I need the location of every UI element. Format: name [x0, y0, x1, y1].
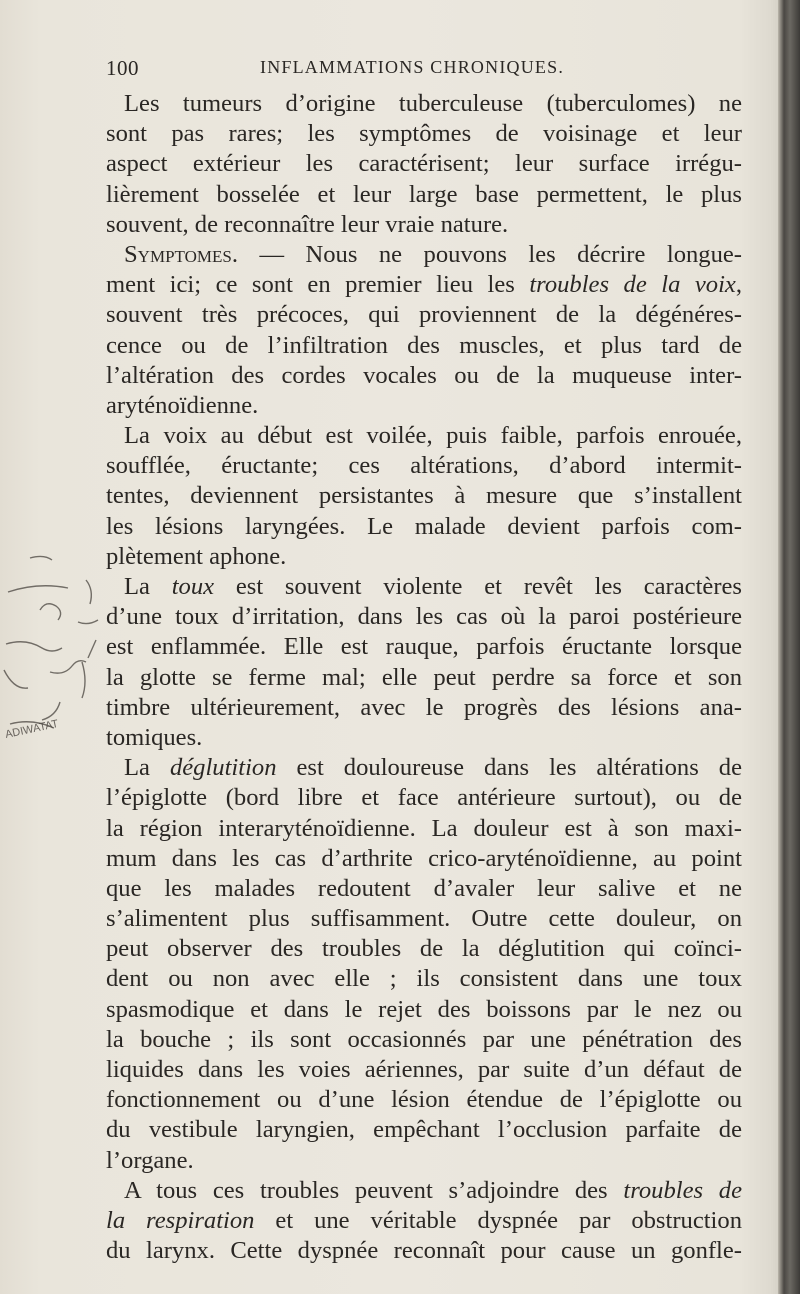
text-line-rest: — Nous ne pouvons les décrire longue-	[237, 240, 742, 268]
text-line: dent ou non avec elle ; ils consistent dans une toux	[106, 965, 742, 993]
emphasis-text: déglutition	[169, 754, 277, 782]
text-line	[106, 270, 742, 300]
text-line: spasmodique et dans le rejet des boissons par le nez ou	[106, 995, 742, 1023]
text-line	[106, 240, 742, 270]
text-line: La voix au début est voilée, puis faible, parfois enrouée,	[124, 422, 742, 450]
emphasis-text: toux	[171, 573, 215, 600]
text-line	[106, 1206, 742, 1236]
text-line: tomiques.	[106, 723, 203, 751]
text-line: souvent très précoces, qui proviennent de la dégénéres-	[106, 301, 742, 329]
emphasis-text: troubles de la voix	[529, 271, 736, 299]
page-number: 100	[106, 56, 139, 80]
text-line: aryténoïdienne.	[106, 391, 259, 419]
text-line: liquides dans les voies aériennes, par suite d’un défaut de	[106, 1056, 742, 1083]
text-line: la région interaryténoïdienne. La douleur est à son maxi-	[106, 814, 742, 842]
text-line	[106, 1176, 742, 1206]
text-body	[106, 89, 742, 1266]
text-line: les lésions laryngées. Le malade devient parfois com-	[106, 512, 742, 540]
text-line	[106, 572, 742, 602]
running-title: INFLAMMATIONS CHRONIQUES.	[260, 57, 565, 77]
text-line: mum dans les cas d’arthrite crico-aryténoïdienne, au point	[106, 844, 742, 872]
text-line: que les malades redoutent d’avaler leur salive et ne	[106, 874, 742, 902]
text-line: fonctionnement ou d’une lésion étendue de l’épiglotte ou	[106, 1086, 742, 1114]
text-line: est enflammée. Elle est rauque, parfois éructante lorsque	[106, 633, 742, 661]
text-segment: A tous ces troubles peuvent s’adjoindre des	[124, 1176, 624, 1204]
text-line: tentes, deviennent persistantes à mesure que s’installent	[106, 482, 742, 510]
text-line: du vestibule laryngien, empêchant l’occlusion parfaite de	[106, 1116, 742, 1144]
book-binding-edge	[778, 0, 800, 1294]
emphasis-text: la respiration	[106, 1206, 255, 1234]
text-line: soufflée, éructante; ces altérations, d’abord intermit-	[106, 452, 742, 480]
text-line: souvent, de reconnaître leur vraie nature.	[106, 210, 509, 238]
text-segment: La	[124, 754, 170, 782]
text-line: l’épiglotte (bord libre et face antérieure surtout), ou de	[106, 784, 742, 812]
emphasis-text: troubles de	[623, 1176, 742, 1204]
section-heading: Symptomes.	[124, 240, 238, 268]
text-segment: ,	[735, 271, 742, 299]
text-segment: ment ici; ce sont en premier lieu les	[106, 271, 530, 299]
text-line: Les tumeurs d’origine tuberculeuse (tuberculomes) ne	[124, 90, 742, 117]
text-segment: est douloureuse dans les altérations de	[276, 754, 743, 782]
text-line: l’organe.	[106, 1146, 194, 1174]
text-line: la bouche ; ils sont occasionnés par une pénétration des	[106, 1025, 742, 1053]
page-header	[106, 56, 746, 84]
stamp-text: ADIWATAT	[4, 717, 60, 741]
text-segment: et une véritable dyspnée par obstruction	[254, 1206, 742, 1234]
library-stamp-mark	[0, 552, 106, 752]
text-line: la glotte se ferme mal; elle peut perdre sa force et son	[106, 663, 742, 691]
text-line: lièrement bosselée et leur large base permettent, le plus	[106, 180, 742, 208]
text-line: peut observer des troubles de la déglutition qui coïnci-	[106, 935, 742, 963]
text-line: cence ou de l’infiltration des muscles, et plus tard de	[106, 331, 742, 359]
text-line: aspect extérieur les caractérisent; leur surface irrégu-	[106, 150, 742, 178]
text-line	[106, 753, 742, 783]
text-segment: La	[124, 573, 172, 600]
text-line: s’alimentent plus suffisamment. Outre cette douleur, on	[106, 905, 742, 933]
text-line: sont pas rares; les symptômes de voisinage et leur	[106, 120, 742, 148]
text-line: d’une toux d’irritation, dans les cas où la paroi postérieure	[106, 603, 742, 631]
text-line: du larynx. Cette dyspnée reconnaît pour cause un gonfle-	[106, 1237, 742, 1265]
text-line: l’altération des cordes vocales ou de la muqueuse inter-	[106, 361, 742, 389]
text-line: plètement aphone.	[106, 542, 287, 570]
text-segment: est souvent violente et revêt les caractères	[214, 573, 742, 600]
text-line: timbre ultérieurement, avec le progrès des lésions ana-	[106, 693, 742, 721]
